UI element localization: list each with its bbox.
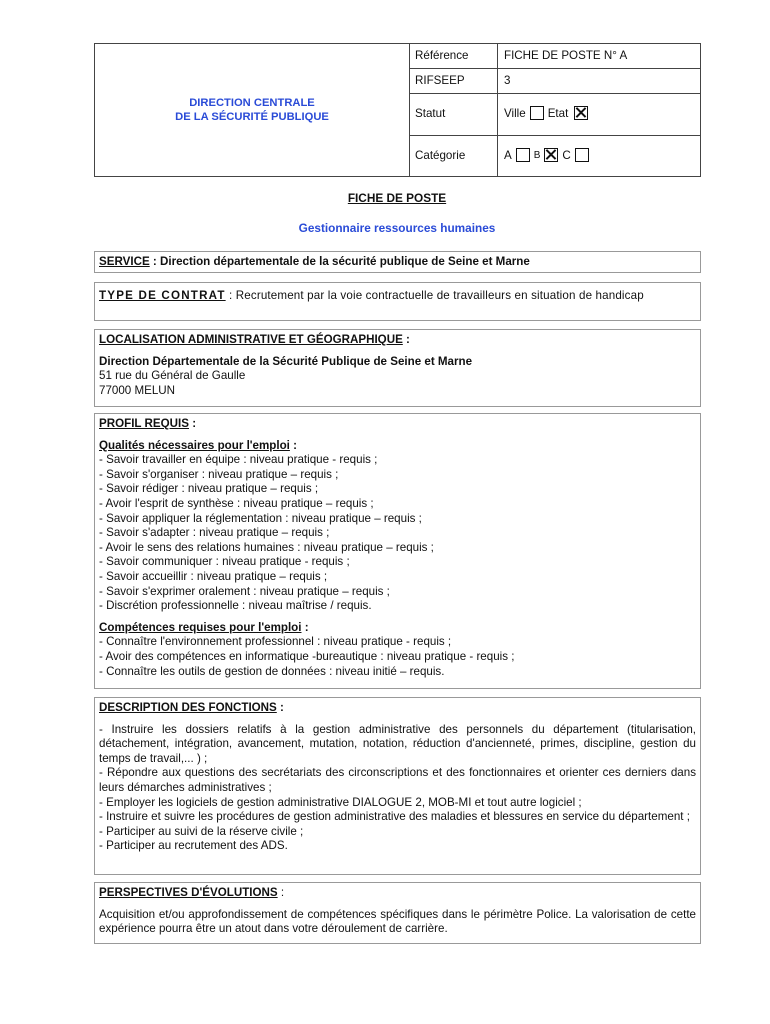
service-value: : Direction départementale de la sécurité publique de Seine et Marne	[149, 255, 530, 268]
statut-label: Statut	[410, 94, 498, 135]
location-label: LOCALISATION ADMINISTRATIVE ET GÉOGRAPHIQUE	[99, 333, 403, 346]
description-suffix: :	[276, 701, 284, 714]
statut-ville-label: Ville	[504, 107, 526, 121]
qualities-heading	[99, 439, 696, 454]
profile-suffix: :	[188, 417, 197, 430]
perspectives-box	[94, 882, 701, 944]
cat-c-label: C	[562, 148, 571, 162]
list-item: - Savoir s'organiser : niveau pratique – requis ;	[99, 467, 339, 481]
perspectives-heading	[99, 886, 696, 901]
cat-b-checkbox-checked[interactable]	[544, 148, 558, 162]
service-line	[99, 255, 530, 268]
contract-box	[94, 282, 701, 321]
perspectives-label: PERSPECTIVES D'ÉVOLUTIONS	[99, 886, 278, 899]
cat-c-checkbox[interactable]	[575, 148, 589, 162]
list-item: - Instruire les dossiers relatifs à la gestion administrative des personnels du département (titularisation, détachement, intégration, avancement, mutation, notation, réduction d'ancienneté, primes, discipline, gestion du temps de travail,... ) ;	[99, 722, 696, 765]
page-title: FICHE DE POSTE	[347, 191, 447, 205]
list-item: - Répondre aux questions des secrétariats des circonscriptions et des fonctionnaires et orienter ces derniers dans leurs démarches administratives ;	[99, 766, 696, 794]
list-item: - Employer les logiciels de gestion administrative DIALOGUE 2, MOB-MI et tout autre logiciel ;	[99, 795, 582, 809]
reference-value: FICHE DE POSTE N° A	[504, 48, 628, 62]
etat-checkbox-checked[interactable]	[574, 106, 588, 120]
description-box	[94, 697, 701, 875]
location-heading	[99, 333, 696, 348]
location-box	[94, 329, 701, 407]
profile-heading	[99, 417, 696, 432]
list-item: - Connaître les outils de gestion de données : niveau initié – requis.	[99, 664, 445, 678]
profile-box	[94, 413, 701, 689]
profile-label: PROFIL REQUIS	[99, 417, 189, 430]
header-table	[94, 43, 701, 177]
categorie-label: Catégorie	[410, 136, 498, 176]
service-box	[94, 251, 701, 273]
cat-a-checkbox[interactable]	[516, 148, 530, 162]
list-item: - Participer au recrutement des ADS.	[99, 839, 288, 853]
list-item: - Savoir rédiger : niveau pratique – requis ;	[99, 482, 319, 496]
qualities-label: Qualités nécessaires pour l'emploi	[99, 438, 290, 452]
competences-heading	[99, 621, 696, 636]
location-address-1: 51 rue du Général de Gaulle	[99, 369, 246, 383]
list-item: - Avoir l'esprit de synthèse : niveau pratique – requis ;	[99, 496, 374, 510]
org-line-1: DIRECTION CENTRALE	[189, 97, 315, 109]
list-item: - Savoir appliquer la réglementation : niveau pratique – requis ;	[99, 511, 422, 525]
ville-checkbox[interactable]	[530, 106, 544, 120]
categorie-value	[498, 136, 700, 176]
list-item: - Connaître l'environnement professionnel : niveau pratique - requis ;	[99, 635, 452, 649]
list-item: - Discrétion professionnelle : niveau maîtrise / requis.	[99, 599, 372, 613]
list-item: - Participer au suivi de la réserve civile ;	[99, 824, 304, 838]
organisation-name	[95, 44, 410, 176]
statut-value	[498, 94, 700, 135]
org-line-2: DE LA SÉCURITÉ PUBLIQUE	[175, 111, 329, 123]
competences-suffix: :	[301, 620, 309, 634]
perspectives-suffix: :	[277, 886, 285, 899]
perspectives-text: Acquisition et/ou approfondissement de compétences spécifiques dans le périmètre Police. La valorisation de cette expérience pourra être un atout dans votre déroulement de carrière.	[99, 907, 696, 936]
list-item: - Savoir travailler en équipe : niveau pratique - requis ;	[99, 453, 378, 467]
rifseep-value: 3	[504, 73, 511, 87]
location-name: Direction Départementale de la Sécurité Publique de Seine et Marne	[99, 354, 473, 368]
reference-row	[410, 44, 700, 69]
list-item: - Savoir accueillir : niveau pratique – requis ;	[99, 569, 328, 583]
list-item: - Savoir s'exprimer oralement : niveau pratique – requis ;	[99, 584, 390, 598]
location-suffix: :	[402, 333, 410, 346]
description-heading	[99, 701, 696, 716]
cat-b-label: B	[533, 149, 541, 161]
description-label: DESCRIPTION DES FONCTIONS	[99, 701, 277, 714]
statut-etat-label: Etat	[547, 107, 569, 121]
service-label: SERVICE	[99, 255, 150, 268]
list-item: - Savoir s'adapter : niveau pratique – requis ;	[99, 526, 330, 540]
qualities-suffix: :	[289, 438, 298, 452]
list-item: - Avoir des compétences en informatique -bureautique : niveau pratique - requis ;	[99, 649, 515, 663]
categorie-row	[410, 136, 700, 176]
competences-label: Compétences requises pour l'emploi	[99, 620, 302, 634]
contract-label: TYPE DE CONTRAT	[99, 289, 226, 302]
list-item: - Avoir le sens des relations humaines : niveau pratique – requis ;	[99, 540, 434, 554]
list-item: - Instruire et suivre les procédures de gestion administrative des maladies et blessures en service du département ;	[99, 810, 690, 824]
reference-label: Référence	[410, 44, 498, 68]
job-title: Gestionnaire ressources humaines	[298, 221, 496, 235]
cat-a-label: A	[504, 148, 512, 162]
statut-row	[410, 94, 700, 136]
rifseep-row	[410, 69, 700, 94]
rifseep-label: RIFSEEP	[410, 69, 498, 93]
location-address-2: 77000 MELUN	[99, 383, 176, 397]
list-item: - Savoir communiquer : niveau pratique - requis ;	[99, 555, 350, 569]
contract-value: : Recrutement par la voie contractuelle de travailleurs en situation de handicap	[225, 289, 644, 302]
